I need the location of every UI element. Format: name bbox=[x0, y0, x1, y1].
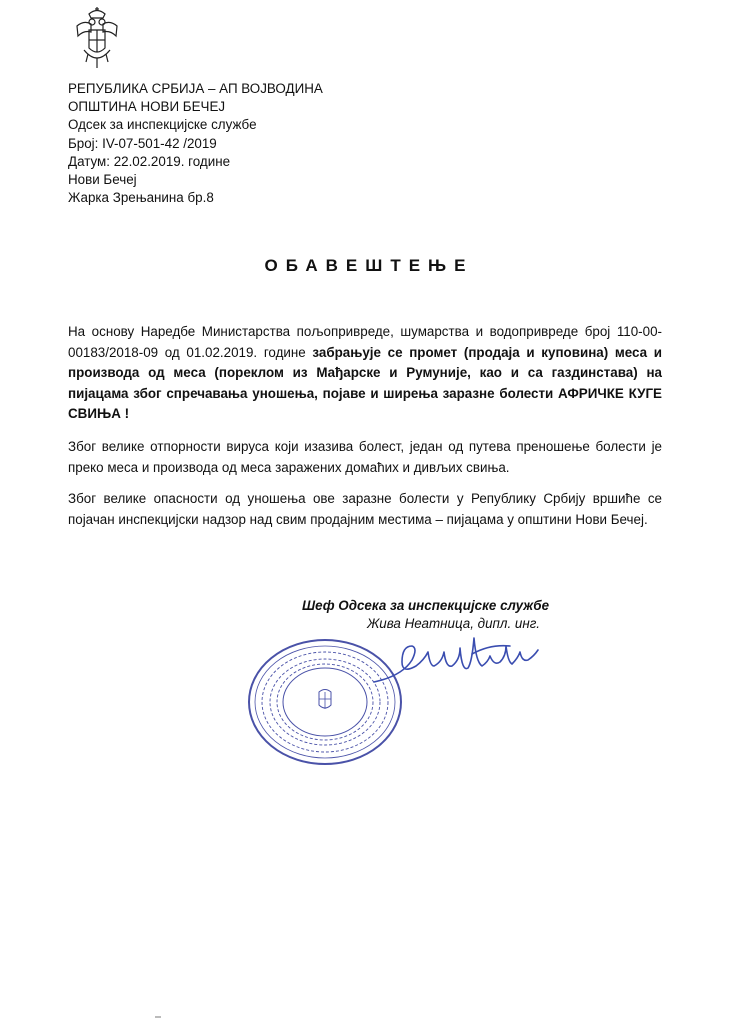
signatory-name: Жива Неатница, дипл. инг. bbox=[367, 616, 541, 631]
coat-of-arms-icon bbox=[74, 6, 120, 70]
header-department: Одсек за инспекцијске службе bbox=[68, 117, 257, 133]
header-country: РЕПУБЛИКА СРБИЈА – АП ВОЈВОДИНА bbox=[68, 81, 323, 96]
paragraph-order-text: На основу Наредбе Министарства пољопривреде, шумарства и водопривреде број 110-00-00183/2018-09 од 01.02.2019. године bbox=[68, 324, 662, 360]
signatory-title: Шеф Одсека за инспекцијске службе bbox=[302, 598, 550, 613]
header-municipality: ОПШТИНА НОВИ БЕЧЕЈ bbox=[68, 99, 226, 115]
header-city: Нови Бечеј bbox=[68, 172, 137, 188]
header-date: Датум: 22.02.2019. године bbox=[68, 153, 231, 169]
paragraph-order bbox=[68, 322, 662, 425]
paragraph-virus: Због велике отпорности вируса који изазива болест, један од путева преношење болести је преко меса и производа од меса заражених домаћих и дивљих свиња. bbox=[68, 439, 662, 475]
document-header bbox=[68, 80, 323, 207]
paragraph-inspection: Због велике опасности од уношења ове заразне болести у Републику Србију вршиће се појачан инспекцијски надзор над свим продајним местима – пијацама у општини Нови Бечеј. bbox=[68, 491, 662, 527]
paragraph-order-bold: забрањује се промет (продаја и куповина) меса и производа од меса (пореклом из Мађарске и Румуније, као и са газдинстава) на пијацама због спречавања уношења, појаве и ширења заразне болести bbox=[68, 344, 662, 401]
handwritten-signature-icon bbox=[372, 632, 542, 690]
header-address: Жарка Зрењанина бр.8 bbox=[68, 190, 214, 206]
paragraph-order-disease: АФРИЧКЕ КУГЕ СВИЊА ! bbox=[68, 385, 662, 421]
scan-mark bbox=[155, 1016, 161, 1018]
document-title: ОБАВЕШТЕЊЕ bbox=[264, 256, 474, 275]
header-number: Број: IV-07-501-42 /2019 bbox=[68, 135, 217, 151]
